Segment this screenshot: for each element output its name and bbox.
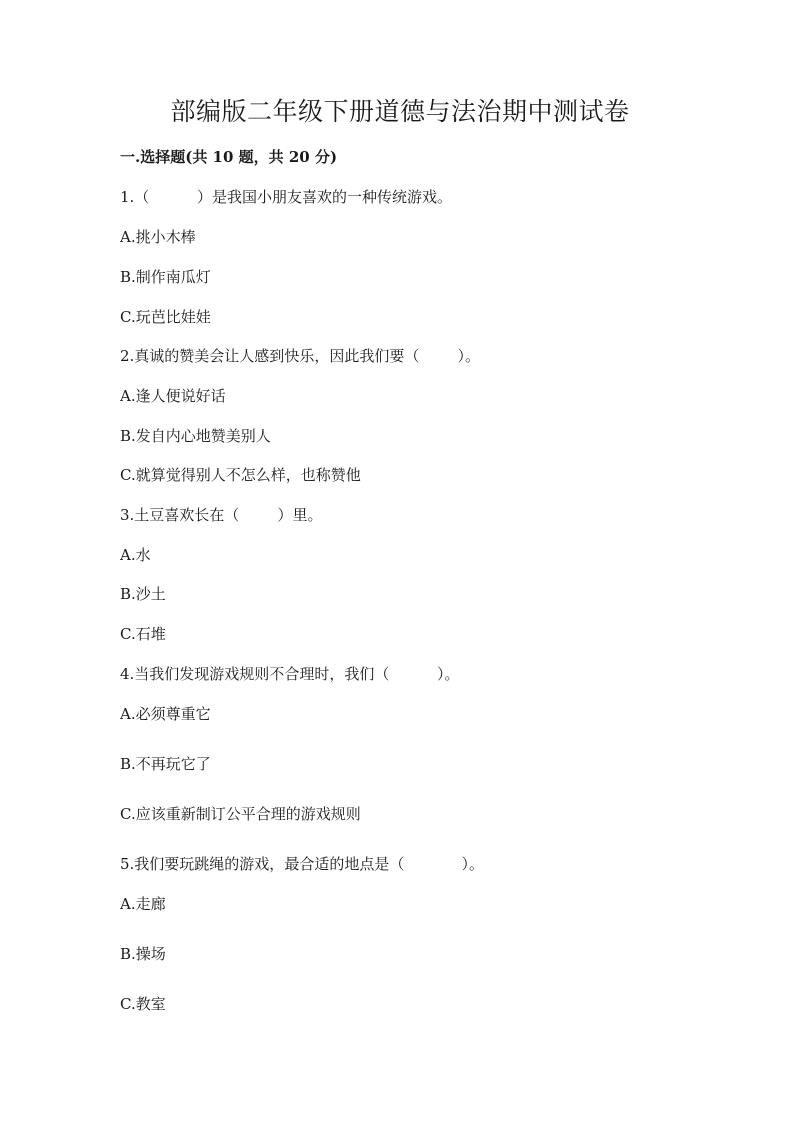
question-2-option-c: C.就算觉得别人不怎么样，也称赞他 [120, 466, 361, 484]
question-1-option-a: A.挑小木棒 [120, 228, 196, 246]
question-4-option-a: A.必须尊重它 [120, 705, 211, 723]
section-heading: 一.选择题(共 10 题，共 20 分) [120, 148, 338, 166]
question-4-option-b: B.不再玩它了 [120, 755, 211, 773]
question-3-stem: 3.土豆喜欢长在（ ）里。 [120, 506, 323, 524]
page-title: 部编版二年级下册道德与法治期中测试卷 [170, 97, 630, 126]
question-5-option-c: C.教室 [120, 995, 166, 1013]
question-2-option-b: B.发自内心地赞美别人 [120, 427, 271, 445]
question-2-stem: 2.真诚的赞美会让人感到快乐，因此我们要（ ）。 [120, 347, 480, 365]
question-1-option-b: B.制作南瓜灯 [120, 268, 211, 286]
question-5-stem: 5.我们要玩跳绳的游戏，最合适的地点是（ ）。 [120, 855, 485, 873]
question-3-option-a: A.水 [120, 546, 151, 564]
question-1-option-c: C.玩芭比娃娃 [120, 308, 211, 326]
question-1-stem: 1.（ ）是我国小朋友喜欢的一种传统游戏。 [120, 188, 452, 206]
question-4-option-c: C.应该重新制订公平合理的游戏规则 [120, 805, 361, 823]
question-3-option-b: B.沙土 [120, 585, 166, 603]
question-2-option-a: A.逢人便说好话 [120, 387, 226, 405]
question-5-option-a: A.走廊 [120, 895, 166, 913]
question-5-option-b: B.操场 [120, 945, 166, 963]
question-4-stem: 4.当我们发现游戏规则不合理时，我们（ ）。 [120, 665, 460, 683]
question-3-option-c: C.石堆 [120, 625, 166, 643]
